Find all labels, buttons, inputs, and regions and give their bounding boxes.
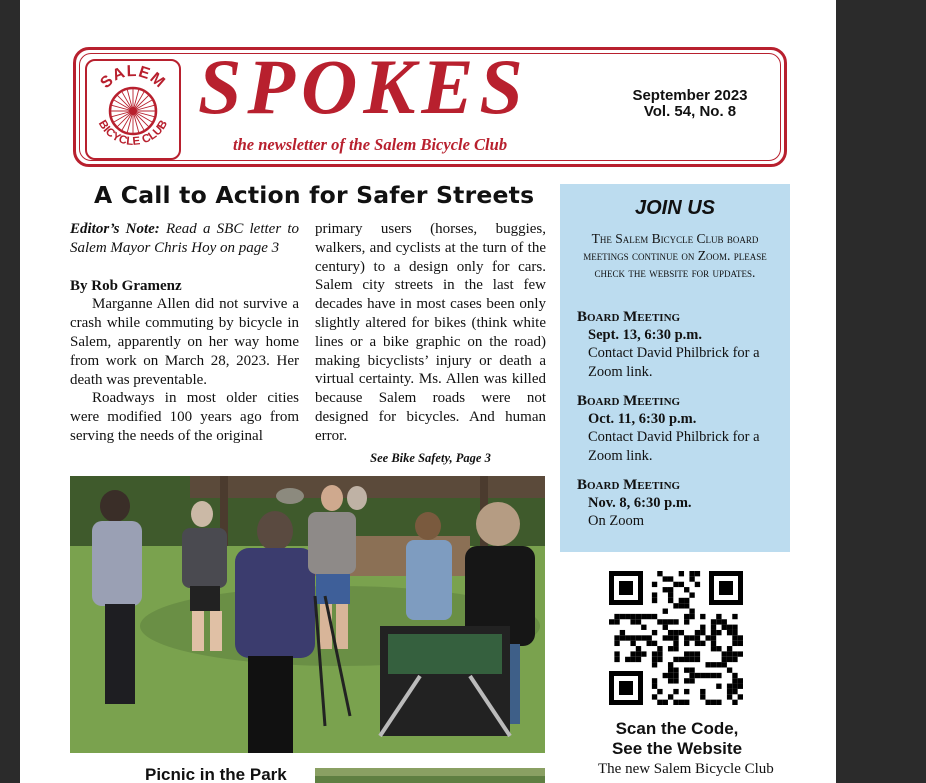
article-byline: By Rob Gramenz <box>70 277 182 294</box>
meeting-heading: Board Meeting <box>577 309 681 325</box>
newsletter-title: SPOKES <box>198 43 529 130</box>
meeting-text: Contact David Philbrick for a Zoom link. <box>588 429 760 464</box>
qr-caption-line1: Scan the Code, <box>615 719 739 738</box>
website-qr-code[interactable] <box>609 571 743 705</box>
logo-top-text: SALEM <box>97 62 169 92</box>
meeting-item <box>577 476 782 531</box>
newsletter-tagline: the newsletter of the Salem Bicycle Club <box>233 135 508 154</box>
new-website-text <box>584 760 790 778</box>
logo-bottom-text: BICYCLE CLUB <box>95 118 171 149</box>
meeting-date: Sept. 13, 6:30 p.m. <box>588 327 702 343</box>
join-us-intro: The Salem Bicycle Club board meetings continue on Zoom. please check the website for updates. <box>583 231 767 280</box>
viewer-right-gutter <box>836 0 926 783</box>
issue-info <box>615 88 765 120</box>
meeting-item <box>577 392 782 465</box>
new-website-paragraph: The new Salem Bicycle Club <box>598 761 774 777</box>
continued-link[interactable]: See Bike Safety, Page 3 <box>370 450 491 465</box>
join-us-panel <box>560 184 790 552</box>
editors-note <box>70 220 299 258</box>
issue-volume: Vol. 54, No. 8 <box>643 103 737 120</box>
qr-caption-line2: See the Website <box>611 739 743 758</box>
article-headline: A Call to Action for Safer Streets <box>94 181 535 209</box>
article-column-1 <box>70 220 299 446</box>
qr-caption <box>580 719 774 759</box>
article-column-2 <box>315 220 546 467</box>
picnic-heading: Picnic in the Park <box>145 765 287 783</box>
picnic-photo <box>315 768 545 783</box>
meeting-date: Nov. 8, 6:30 p.m. <box>588 495 692 511</box>
join-us-title: JOIN US <box>634 197 716 219</box>
editors-note-text: Read a SBC letter to Salem Mayor Chris Hoy on page 3 <box>70 221 300 256</box>
editors-note-label: Editor’s Note: <box>70 221 160 237</box>
issue-date: September 2023 <box>632 87 748 104</box>
viewer-left-gutter <box>0 0 20 783</box>
meeting-heading: Board Meeting <box>577 477 681 493</box>
article-paragraph: Marganne Allen did not survive a crash while commuting by bicycle in Salem, apparently on her way home from work on March 28, 2023. Her death was preventable. <box>70 296 299 388</box>
article-paragraph: primary users (horses, buggies, walkers, and cyclists at the turn of the century) to a design only for cars. Salem city streets in the last few decades have in most cases been only slightly altered for bikes (think white lines or a bike graphic on the road) making bicyclists’ injury or death a virtual certainty. Ms. Allen was killed because Salem roads were not designed for bicycles. And human error. <box>315 221 546 444</box>
meeting-date: Oct. 11, 6:30 p.m. <box>588 411 697 427</box>
article-paragraph: Roadways in most older cities were modified 100 years ago from serving the needs of the original <box>70 390 299 444</box>
newsletter-page <box>20 0 836 783</box>
meeting-item <box>577 308 782 381</box>
salem-bicycle-club-logo <box>85 59 181 160</box>
group-photo <box>70 476 545 753</box>
meeting-text: Contact David Philbrick for a Zoom link. <box>588 345 760 380</box>
meeting-heading: Board Meeting <box>577 393 681 409</box>
meeting-text: On Zoom <box>588 513 644 529</box>
